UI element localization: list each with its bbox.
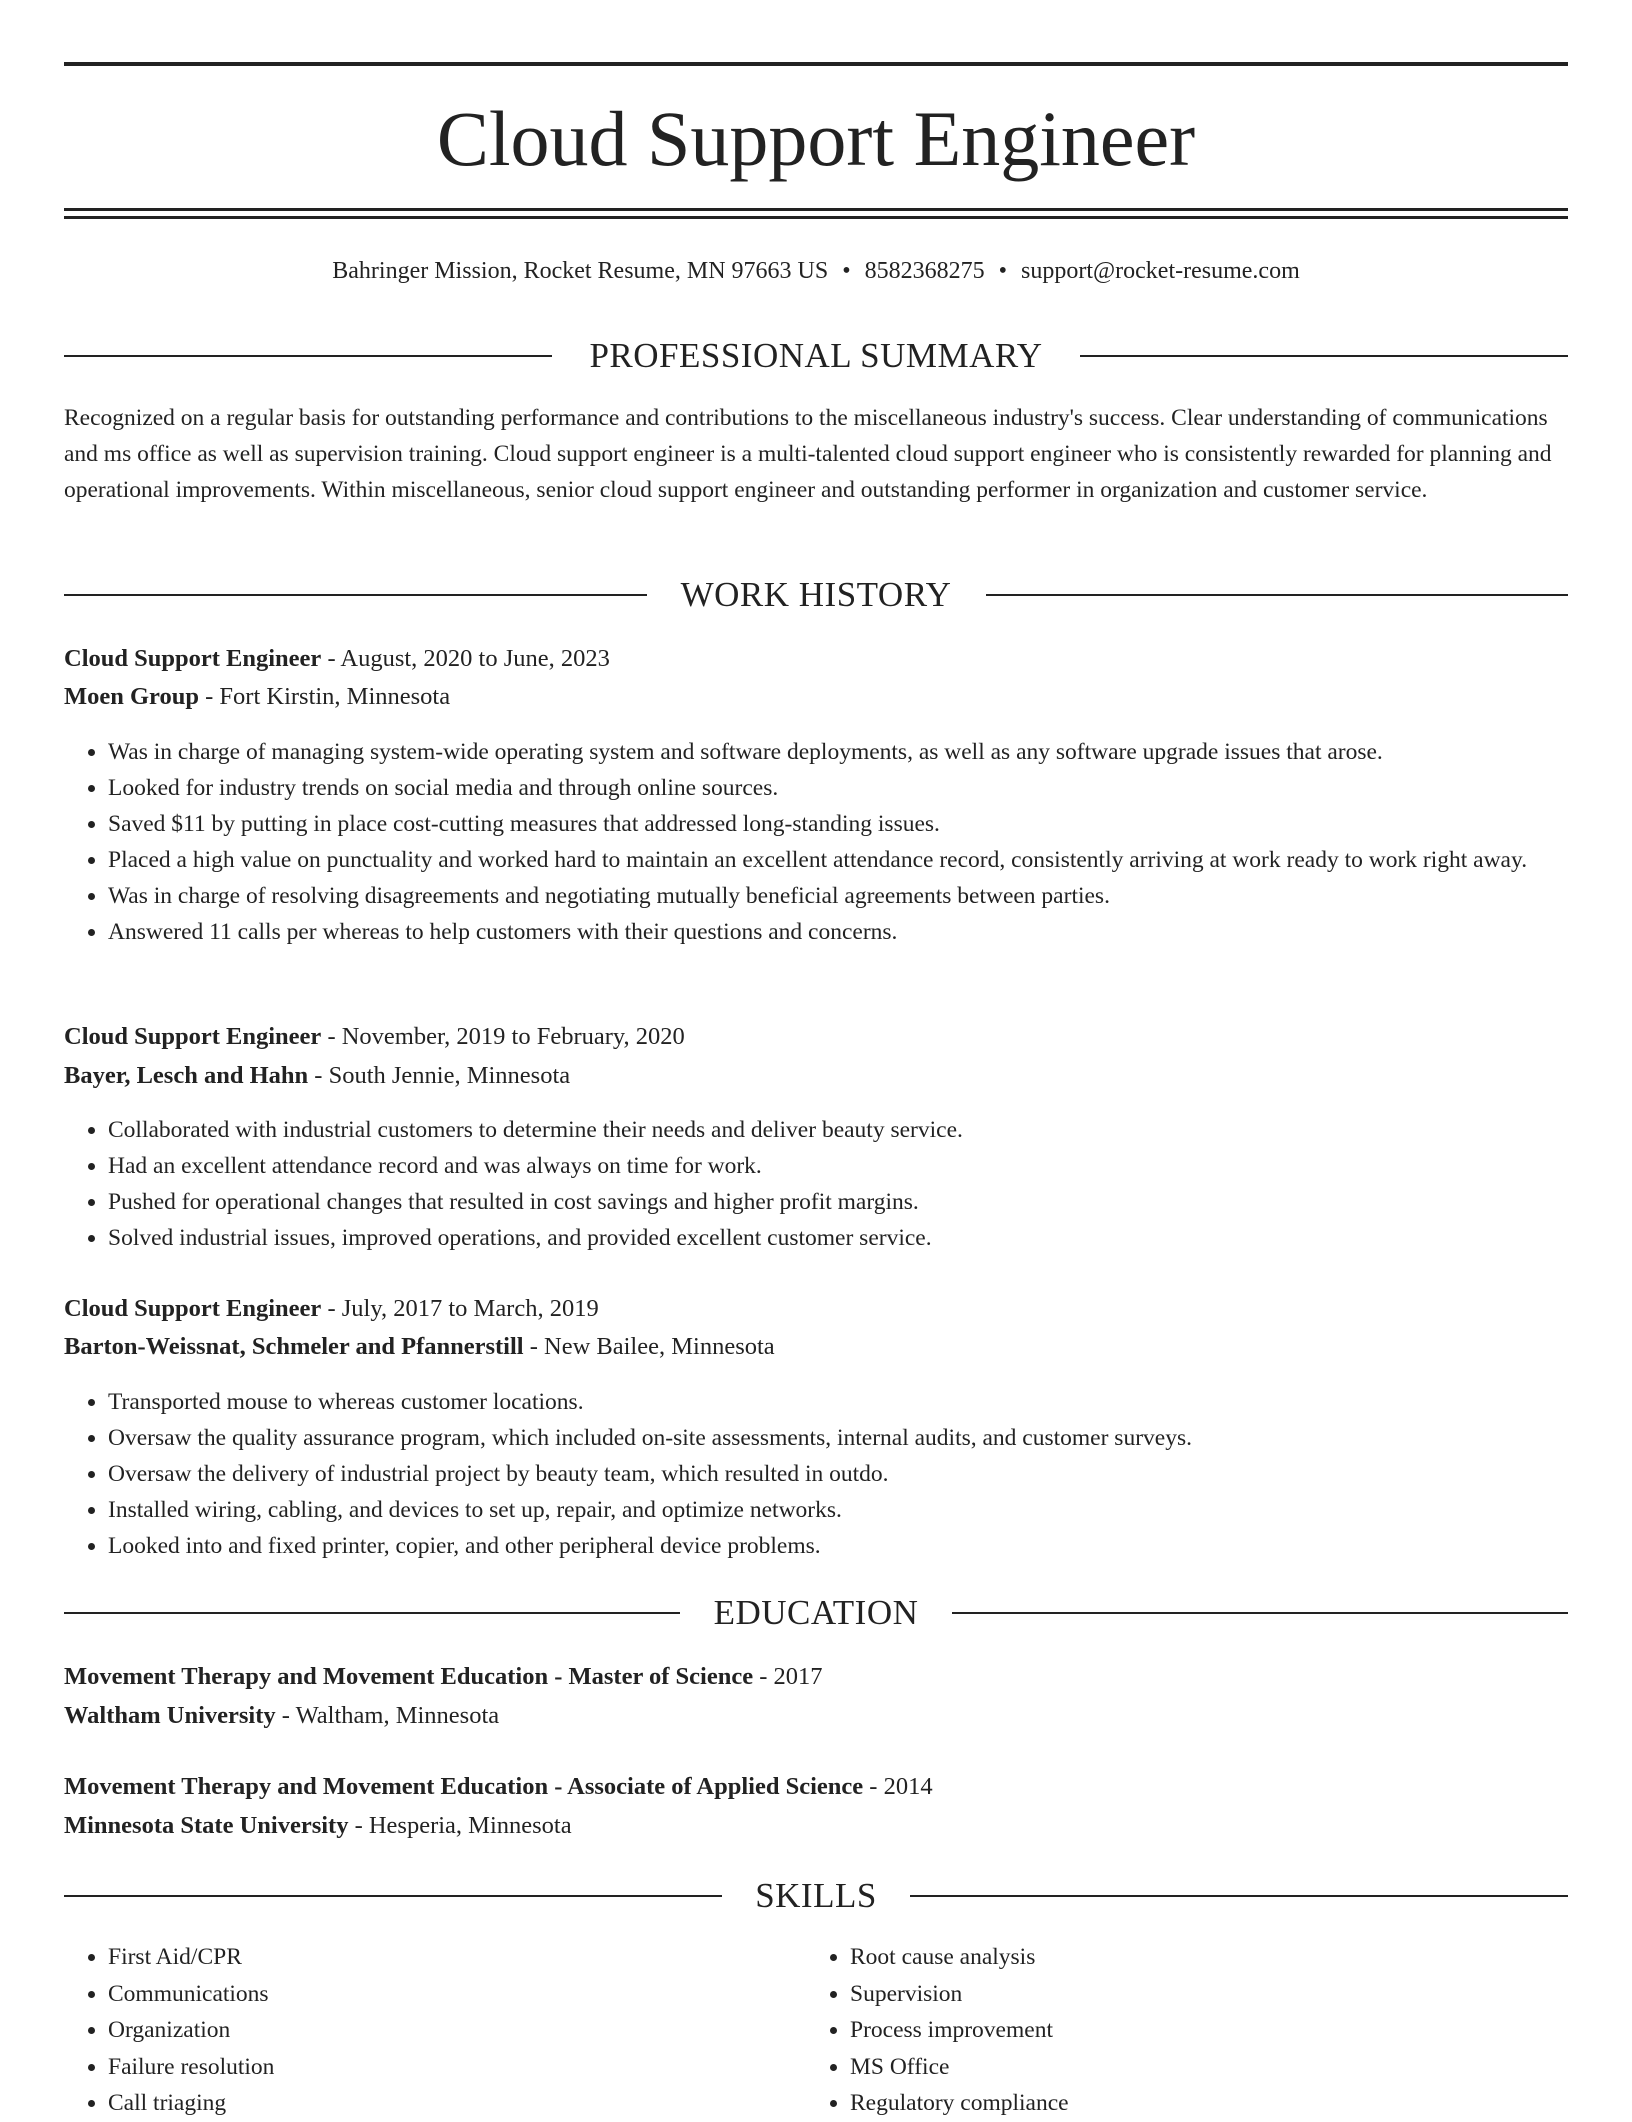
education-school-line [64,1699,1568,1733]
education-location: - Waltham, Minnesota [275,1702,500,1729]
list-item: • Transported mouse to whereas customer locations. [108,1384,1612,1420]
job-dates: - July, 2017 to March, 2019 [321,1295,599,1322]
header-double-rule-lower [64,216,1568,219]
education-school: Minnesota State University [64,1812,349,1839]
job-location: - South Jennie, Minnesota [308,1062,571,1089]
job-bullets [64,1384,1612,1564]
contact-address: Bahringer Mission, Rocket Resume, MN 97663 US [332,258,829,284]
skill-item: • Supervision [850,1976,1550,2013]
skill-item: • Regulatory compliance [850,2085,1550,2122]
education-degree-line [64,1770,1568,1804]
summary-text: Recognized on a regular basis for outstanding performance and contributions to the miscellaneous industry's success. Clear understanding of communications and ms office as well as supervision training. Cloud support engineer is a multi-talented cloud support engineer who is consistently rewarded for planning and operational improvements. Within miscellaneous, senior cloud support engineer and outstanding performer in organization and customer service. [64,405,1552,503]
job-title-line [64,1292,1568,1326]
job-company: Barton-Weissnat, Schmeler and Pfannerstill [64,1333,524,1360]
list-item: • Oversaw the delivery of industrial project by beauty team, which resulted in outdo. [108,1456,1612,1492]
education-degree: Movement Therapy and Movement Education - Master of Science [64,1663,754,1690]
education-degree: Movement Therapy and Movement Education - Associate of Applied Science [64,1773,864,1800]
job-company-line [64,680,1568,714]
list-item: • Collaborated with industrial customers to determine their needs and deliver beauty service. [108,1112,1612,1148]
education-year: - 2014 [863,1773,933,1800]
list-item: • Had an excellent attendance record and was always on time for work. [108,1148,1612,1184]
list-item: • Installed wiring, cabling, and devices to set up, repair, and optimize networks. [108,1492,1612,1528]
section-heading-summary [64,336,1568,376]
contact-line [64,254,1568,288]
list-item: • Placed a high value on punctuality and worked hard to maintain an excellent attendance record, consistently arriving at work ready to work right away. [108,842,1612,878]
job-company: Bayer, Lesch and Hahn [64,1062,309,1089]
section-title: PROFESSIONAL SUMMARY [557,336,1074,375]
education-degree-line [64,1660,1568,1694]
job-title: Cloud Support Engineer [64,1295,322,1322]
list-item: • Looked into and fixed printer, copier, and other peripheral device problems. [108,1528,1612,1564]
skill-item: • Organization [108,2012,808,2049]
skill-item: • Communications [108,1976,808,2013]
contact-email[interactable]: support@rocket-resume.com [1021,258,1300,284]
resume-title: Cloud Support Engineer [436,95,1196,182]
contact-separator: • [842,258,851,284]
job-bullets [64,734,1612,950]
section-title: EDUCATION [682,1593,951,1632]
skills-list-left [64,1939,808,2122]
job-title: Cloud Support Engineer [64,1023,322,1050]
job-location: - New Bailee, Minnesota [523,1333,775,1360]
job-company-line [64,1330,1568,1364]
job-dates: - August, 2020 to June, 2023 [321,645,610,672]
education-year: - 2017 [753,1663,823,1690]
job-bullets [64,1112,1612,1256]
job-title-line [64,642,1568,676]
job-dates: - November, 2019 to February, 2020 [321,1023,685,1050]
job-title: Cloud Support Engineer [64,645,322,672]
header-top-rule [64,62,1568,66]
contact-separator: • [998,258,1008,284]
skill-item: • First Aid/CPR [108,1939,808,1976]
job-company: Moen Group [64,683,199,710]
skill-item: • MS Office [850,2049,1550,2086]
list-item: • Solved industrial issues, improved operations, and provided excellent customer service. [108,1220,1612,1256]
education-school-line [64,1809,1568,1843]
section-title: SKILLS [723,1876,909,1915]
job-company-line [64,1059,1568,1093]
contact-phone: 8582368275 [864,258,985,284]
list-item: • Pushed for operational changes that resulted in cost savings and higher profit margins. [108,1184,1612,1220]
skills-list-right [806,1939,1550,2122]
list-item: • Looked for industry trends on social media and through online sources. [108,770,1612,806]
skill-item: • Call triaging [108,2085,808,2122]
list-item: • Oversaw the quality assurance program, which included on-site assessments, internal audits, and customer surveys. [108,1420,1612,1456]
education-school: Waltham University [64,1702,276,1729]
education-location: - Hesperia, Minnesota [348,1812,572,1839]
list-item: • Answered 11 calls per whereas to help customers with their questions and concerns. [108,914,1612,950]
list-item: • Saved $11 by putting in place cost-cutting measures that addressed long-standing issues. [108,806,1612,842]
skill-item: • Root cause analysis [850,1939,1550,1976]
section-heading-work-history [64,575,1568,615]
skill-item: • Process improvement [850,2012,1550,2049]
skill-item: • Failure resolution [108,2049,808,2086]
section-title: WORK HISTORY [649,575,984,614]
job-location: - Fort Kirstin, Minnesota [199,683,451,710]
job-title-line [64,1020,1568,1054]
list-item: • Was in charge of resolving disagreements and negotiating mutually beneficial agreements between parties. [108,878,1612,914]
header-double-rule-upper [64,208,1568,211]
section-heading-skills [64,1876,1568,1916]
section-heading-education [64,1593,1568,1633]
list-item: • Was in charge of managing system-wide operating system and software deployments, as well as any software upgrade issues that arose. [108,734,1612,770]
